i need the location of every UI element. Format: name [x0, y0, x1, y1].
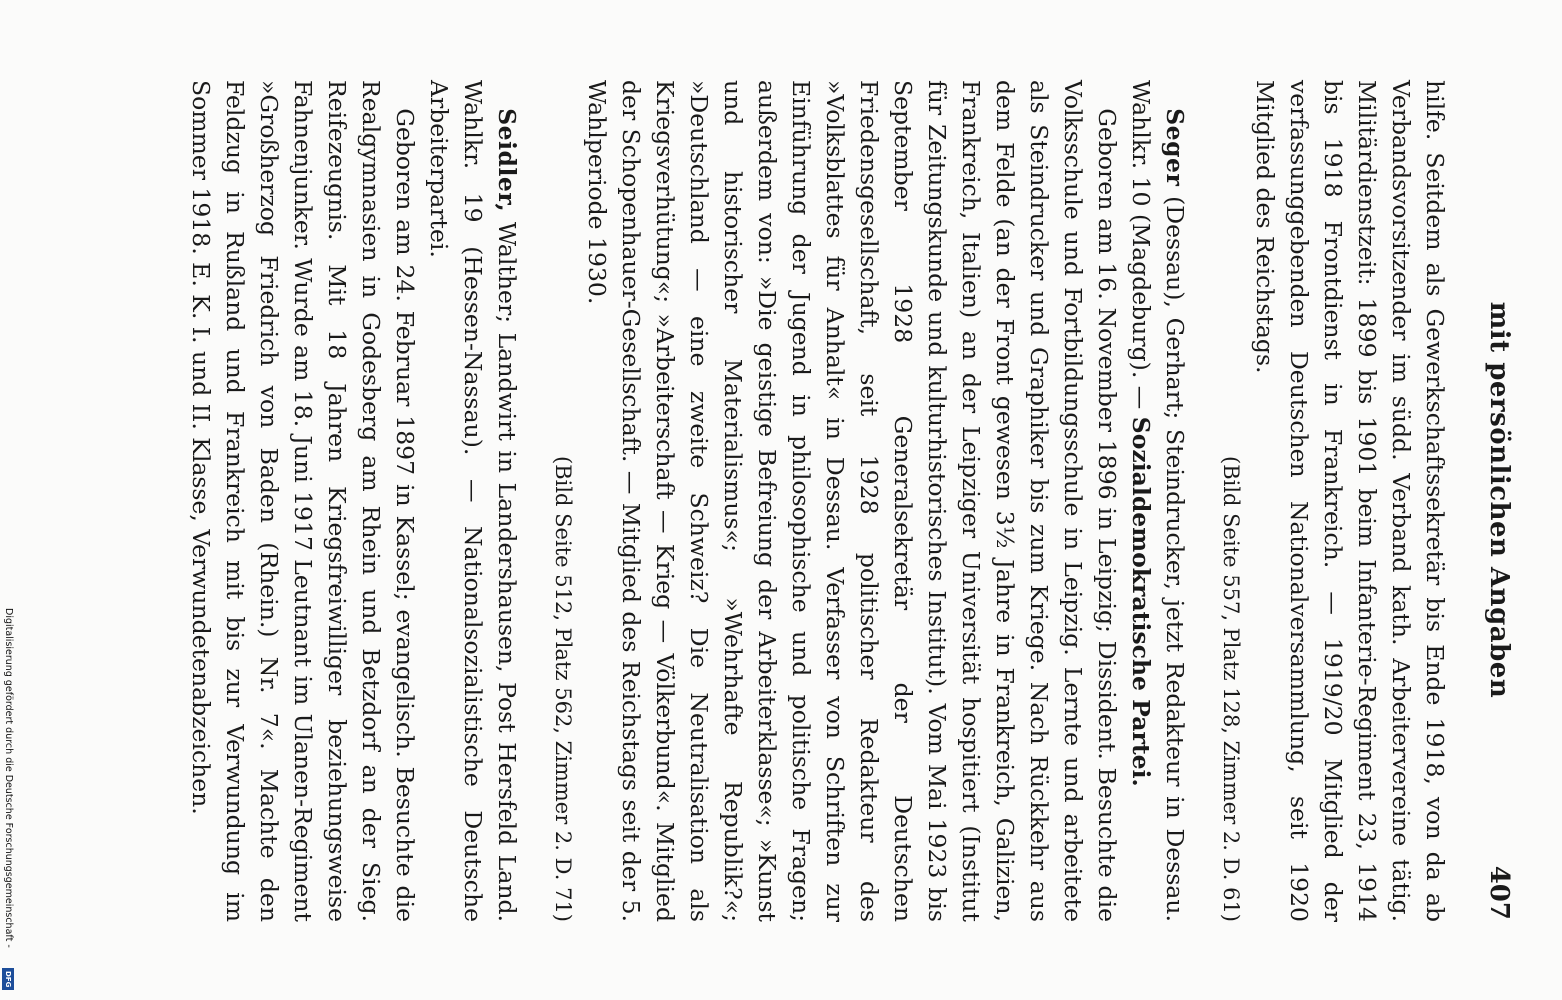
digitization-credit: Digitalisierung gefördert durch die Deutsche Forschungsgemeinschaft -: [3, 608, 14, 948]
entry-name: Seidler,: [493, 108, 521, 213]
running-title: mit persönlichen Angaben: [1484, 301, 1514, 699]
entry-text: Geboren am 24. Februar 1897 in Kassel; evangelisch. Besuchte die Realgymnasien in Godesberg am Rhein und Betzdorf an der Sieg. Reifezeugnis. Mit 18 Jahren Kriegsfreiwilliger beziehungsweise Fahnenjunker. Wurde am 18. Juni 1917 Leutnant im Ulanen-Regiment »Großherzog Friedrich von Baden (Rhein.) Nr. 7«. Machte den Feldzug in Rußland und Frankreich mit bis zur Verwundung im Sommer 1918. E. K. I. und II. Klasse, Verwundetenabzeichen.: [187, 80, 419, 922]
page-number: 407: [1484, 865, 1514, 920]
dfg-logo: DFG: [2, 968, 14, 990]
entry-seger: [546, 80, 1192, 922]
entry-text: hilfe. Seitdem als Gewerkschaftssekretär bis Ende 1918, von da ab Verbandsvorsitzender im südd. Verband kath. Arbeitervereine tätig. Militärdienstzeit: 1899 bis 1901 beim Infanterie-Regiment 23, 1914 bis 1918 Frontdienst in Frankreich. — 1919/20 Mitglied der verfassunggebenden Deutschen Nationalversammlung, seit 1920 Mitglied des Reichstags.: [1251, 80, 1449, 922]
entry-party: Sozialdemokratische Partei.: [1127, 416, 1155, 787]
picture-reference: (Bild Seite 557, Platz 128, Zimmer 2. D. 61): [1219, 456, 1243, 922]
entry-text: Geboren am 16. November 1896 in Leipzig; Dissident. Besuchte die Volksschule und Fortbildungsschule in Leipzig. Lernte und arbeitete als Steindrucker und Graphiker bis zum Kriege. Nach Rückkehr aus dem Felde (an der Front gewesen 3½ Jahre in Frankreich, Galizien, Frankreich, Italien) an der Leipziger Universität hospitiert (Institut für Zeitungskunde und kulturhistorisches Institut). Vom Mai 1923 bis September 1928 Generalsekretär der Deutschen Friedensgesellschaft, seit 1928 politischer Redakteur des »Volksblattes für Anhalt« in Dessau. Verfasser von Schriften zur Einführung der Jugend in philosophische und politische Fragen; außerdem von: »Die geistige Befreiung der Arbeiterklasse«; »Kunst und historischer Materialismus«; »Wehrhafte Republik?«; »Deutschland — eine zweite Schweiz? Die Neutralisation als Kriegsverhütung«; »Arbeiterschaft — Krieg — Völkerbund«. Mitglied der Schopenhauer-Gesellschaft. — Mitglied des Reichstags seit der 5. Wahlperiode 1930.: [583, 80, 1121, 922]
entry-intro: Walther; Landwirt in Landershausen, Post Hersfeld Land. Wahlkr. 19 (Hessen-Nassau). — Nationalsozialistische Deutsche Arbeiterpartei.: [425, 80, 521, 922]
entry-name: Seger: [1161, 108, 1189, 187]
entry-continuation: [1214, 80, 1452, 922]
running-head: [1474, 70, 1514, 930]
body-text: [184, 80, 1452, 922]
entry-heading: [1124, 80, 1192, 922]
picture-reference: (Bild Seite 512, Platz 562, Zimmer 2. D. 71): [551, 456, 575, 922]
entry-seidler: [184, 80, 524, 922]
entry-heading: [422, 80, 524, 922]
entry-intro: (Dessau), Gerhart; Steindrucker, jetzt Redakteur in Dessau. Wahlkr. 10 (Magdeburg). —: [1127, 80, 1189, 922]
